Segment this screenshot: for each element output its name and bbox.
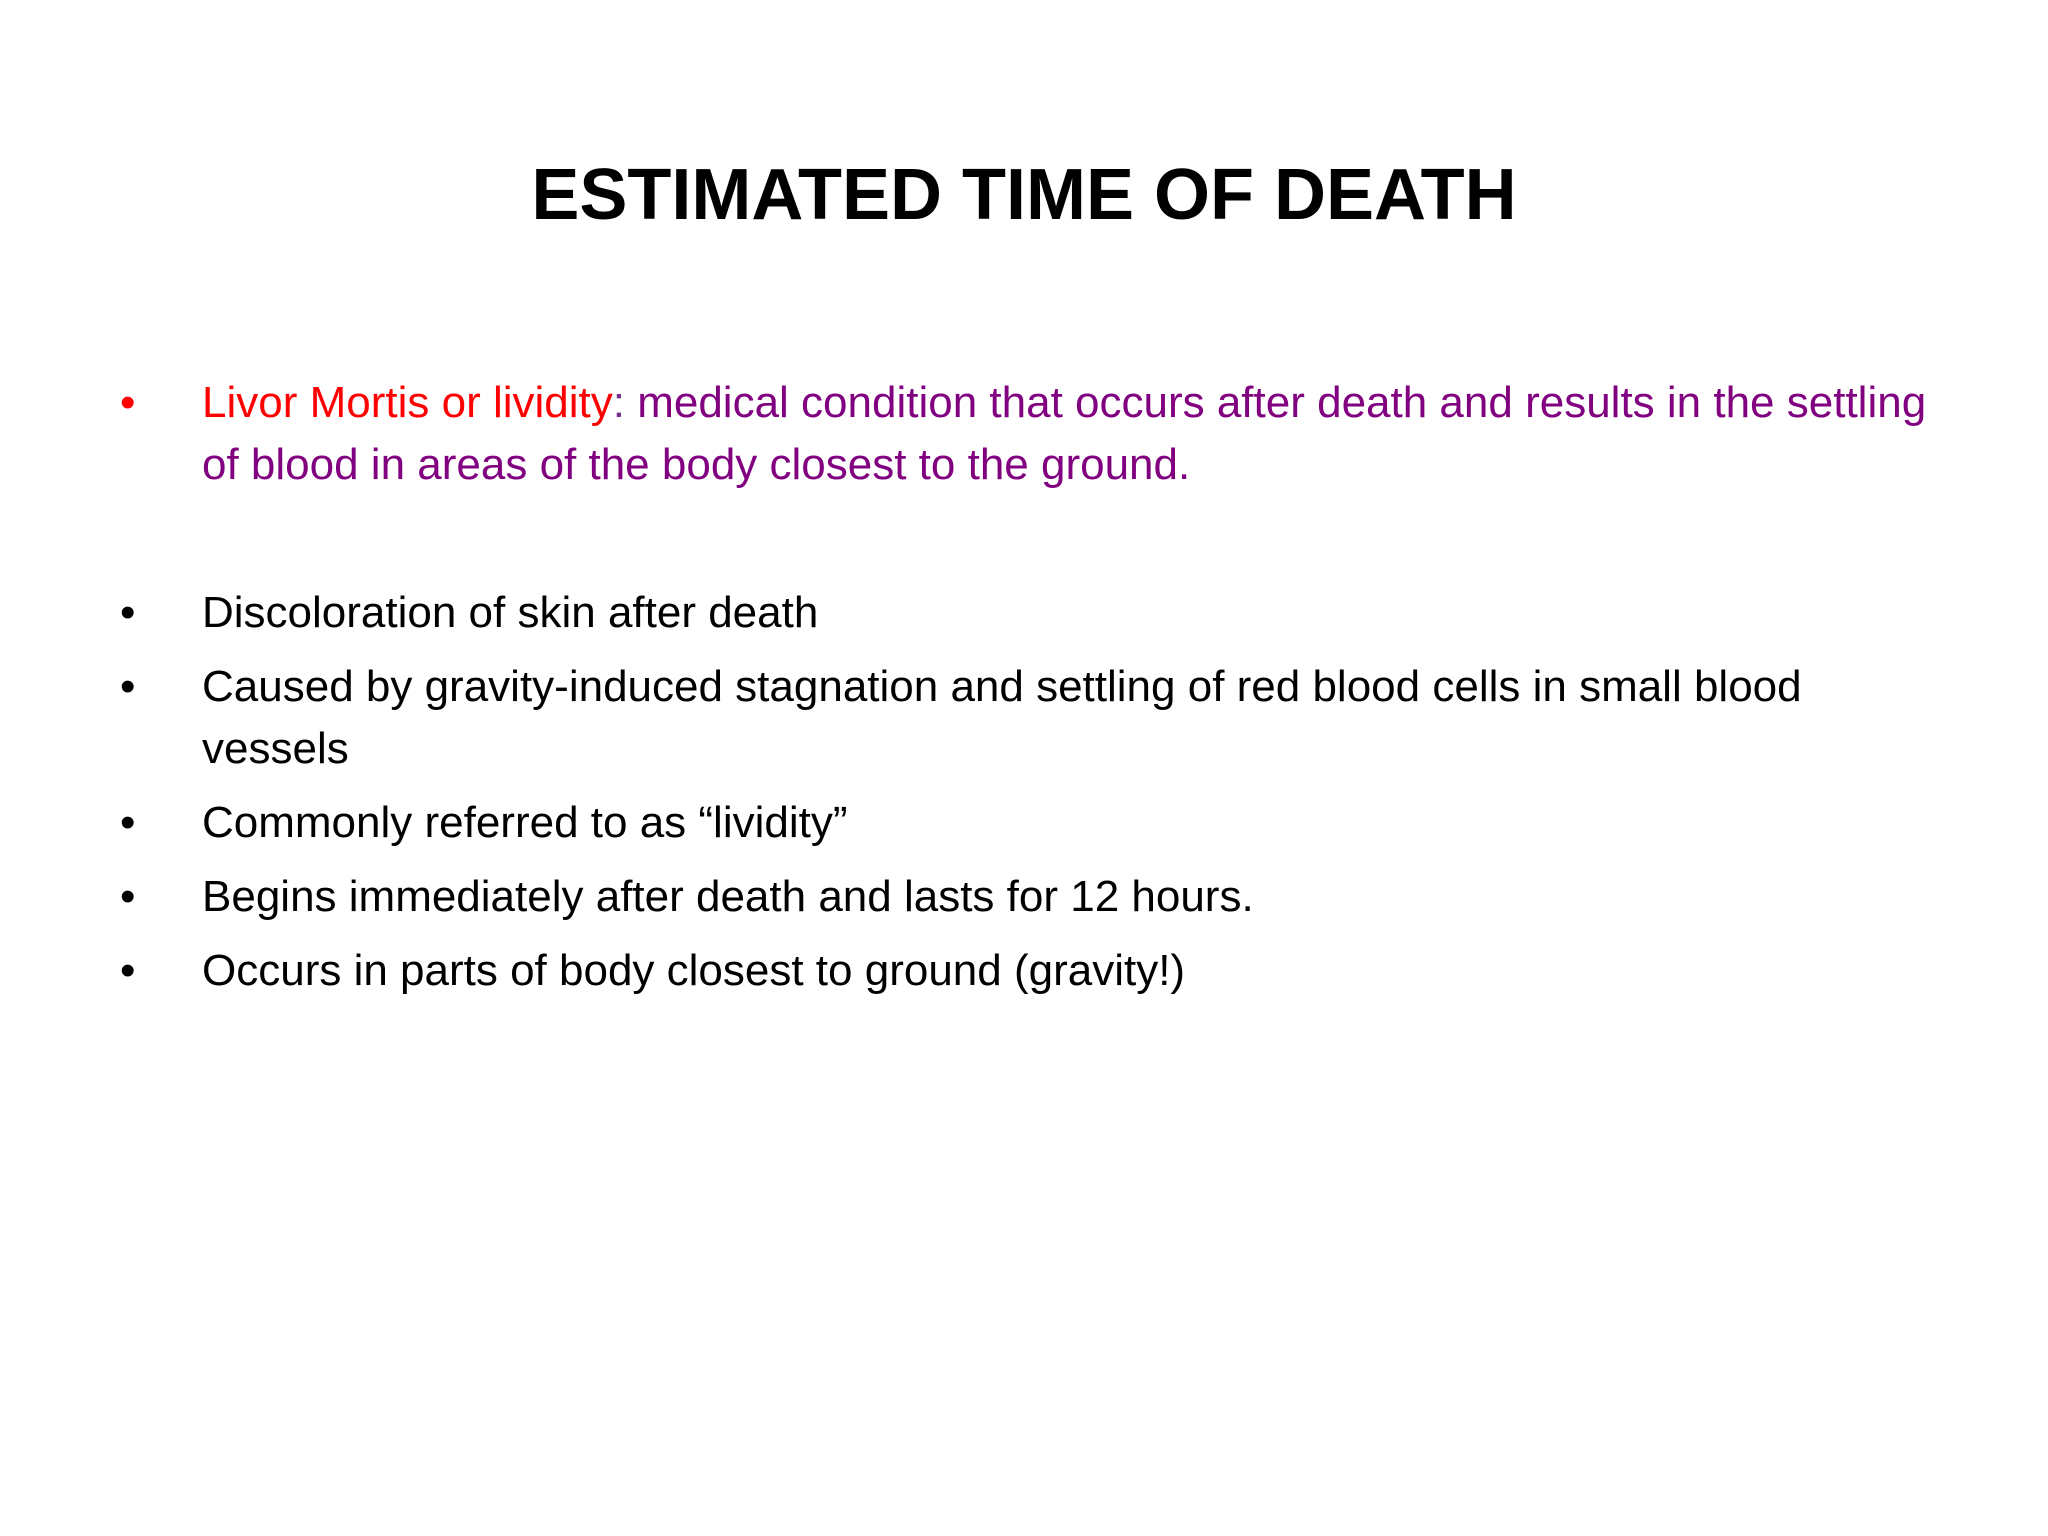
slide-title: ESTIMATED TIME OF DEATH xyxy=(531,155,1517,235)
bullet-dot: • xyxy=(120,872,136,921)
list-item xyxy=(120,866,1950,928)
bullet-dot: • xyxy=(120,378,136,427)
list-item xyxy=(120,792,1950,854)
list-item xyxy=(120,582,1950,644)
list-item-text: Occurs in parts of body closest to ground (gravity!) xyxy=(202,946,1186,995)
list-item-text: Discoloration of skin after death xyxy=(202,588,819,637)
bullet-dot: • xyxy=(120,662,136,711)
list-item-text: Caused by gravity-induced stagnation and settling of red blood cells in small blood vessels xyxy=(202,662,1802,773)
list-item xyxy=(120,656,1950,780)
bullet-dot: • xyxy=(120,588,136,637)
bullet-list xyxy=(120,372,1950,1014)
list-item-text: Commonly referred to as “lividity” xyxy=(202,798,848,847)
list-item xyxy=(120,940,1950,1002)
definition-text: medical condition that occurs after death and results in the settling of blood in areas of the body closest to the ground. xyxy=(202,378,1927,489)
bullet-dot: • xyxy=(120,946,136,995)
definition-term: Livor Mortis or lividity xyxy=(202,378,613,427)
definition-separator: : xyxy=(612,378,625,427)
bullet-dot: • xyxy=(120,798,136,847)
list-item-text: Begins immediately after death and lasts for 12 hours. xyxy=(202,872,1254,921)
definition-bullet xyxy=(120,372,1950,496)
